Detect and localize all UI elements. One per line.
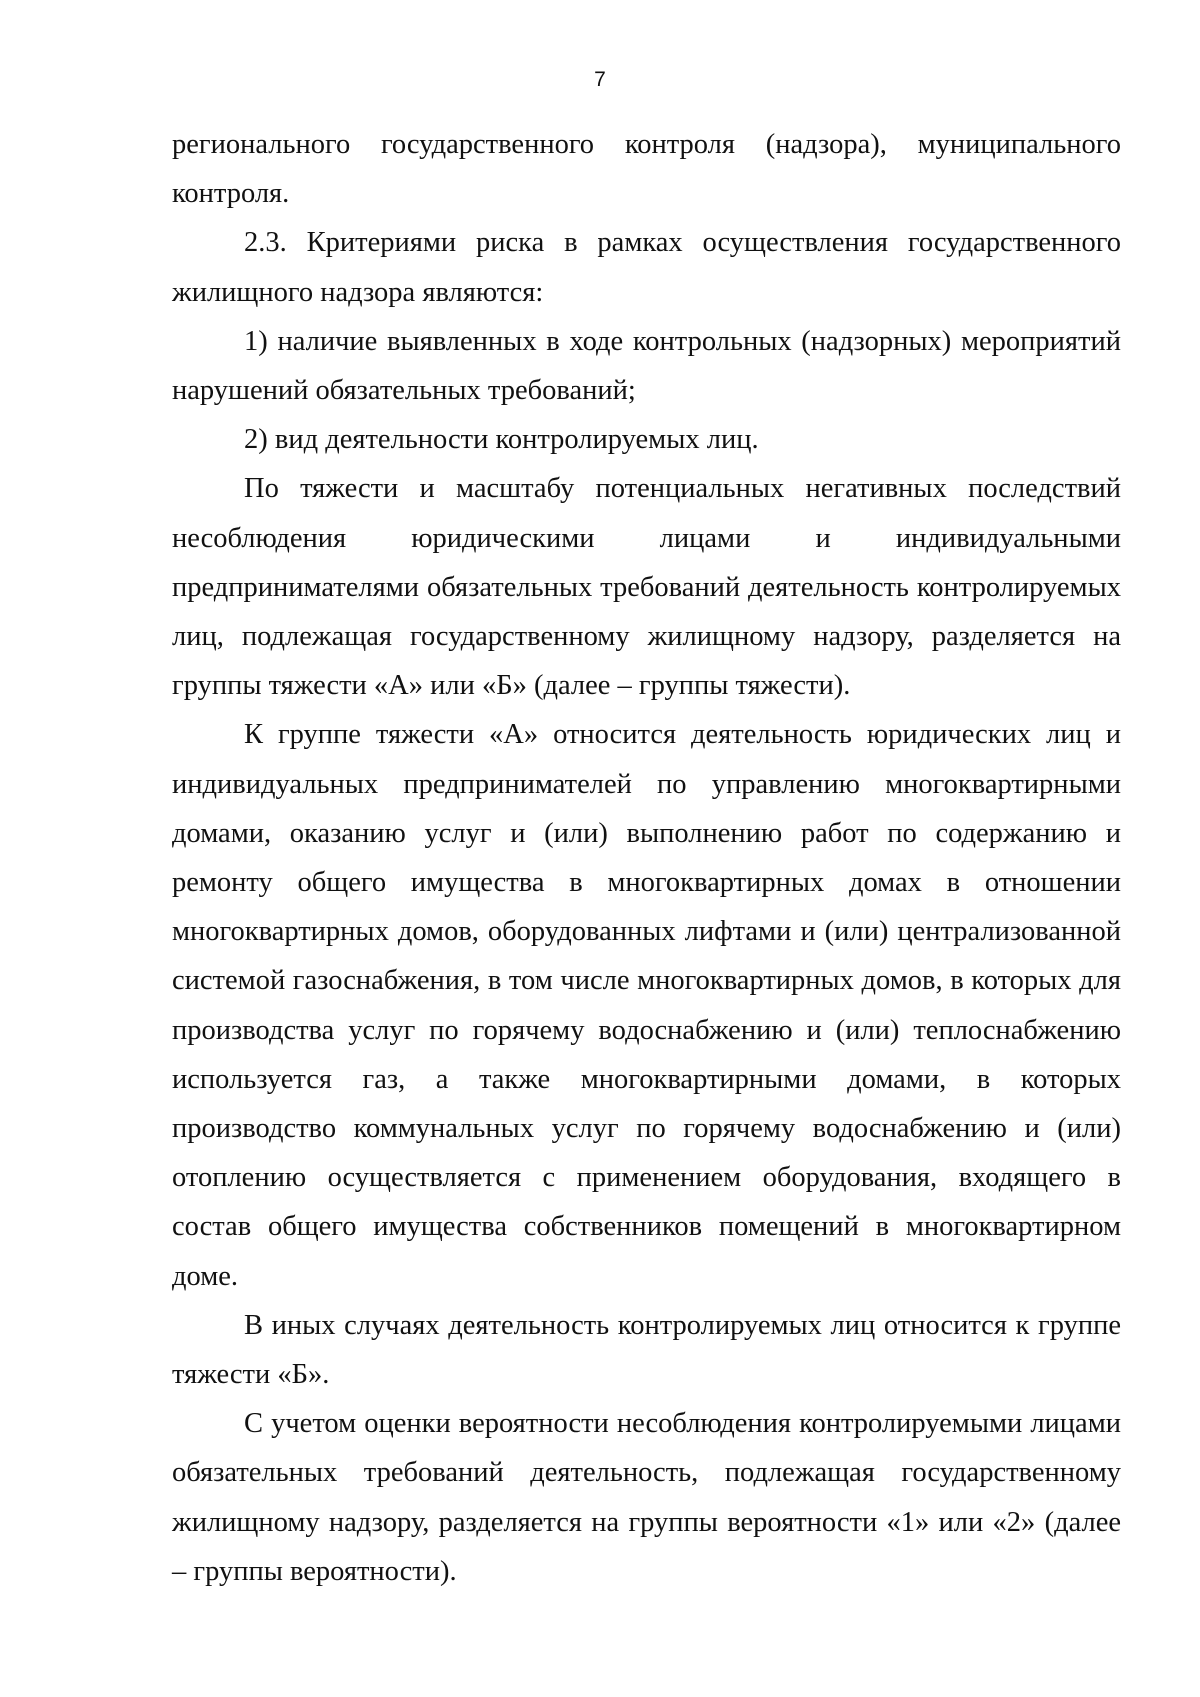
paragraph-probability-groups: С учетом оценки вероятности несоблюдения контролируемыми лицами обязательных требований деятельность, подлежащая государственному жилищному надзору, разделяется на группы вероятности «1» или «2» (далее – группы вероятности).	[172, 1408, 1121, 1587]
paragraph-criterion-1: 1) наличие выявленных в ходе контрольных (надзорных) мероприятий нарушений обязательных требований;	[172, 325, 1121, 407]
paragraph-criterion-2: 2) вид деятельности контролируемых лиц.	[244, 424, 759, 456]
paragraph-group-b: В иных случаях деятельность контролируемых лиц относится к группе тяжести «Б».	[172, 1309, 1121, 1391]
paragraph-risk-criteria: 2.3. Критериями риска в рамках осуществления государственного жилищного надзора являются:	[172, 227, 1121, 308]
document-body	[172, 120, 1121, 1596]
paragraph-group-a: К группе тяжести «А» относится деятельность юридических лиц и индивидуальных предпринимателей по управлению многоквартирными домами, оказанию услуг и (или) выполнению работ по содержанию и ремонту общего имущества в многоквартирных домах в отношении многоквартирных домов, оборудованных лифтами и (или) централизованной системой газоснабжения, в том числе многоквартирных домов, в которых для производства услуг по горячему водоснабжению и (или) теплоснабжению используется газ, а также многоквартирными домами, в которых производство коммунальных услуг по горячему водоснабжению и (или) отоплению осуществляется с применением оборудования, входящего в состав общего имущества собственников помещений в многоквартирном доме.	[172, 719, 1121, 1292]
page-number: 7	[594, 68, 606, 91]
paragraph-severity-groups: По тяжести и масштабу потенциальных негативных последствий несоблюдения юридическими лицами и индивидуальными предпринимателями обязательных требований деятельность контролируемых лиц, подлежащая государственному жилищному надзору, разделяется на группы тяжести «А» или «Б» (далее – группы тяжести).	[172, 473, 1121, 702]
paragraph-continuation: регионального государственного контроля (надзора), муниципального контроля.	[172, 129, 1121, 210]
